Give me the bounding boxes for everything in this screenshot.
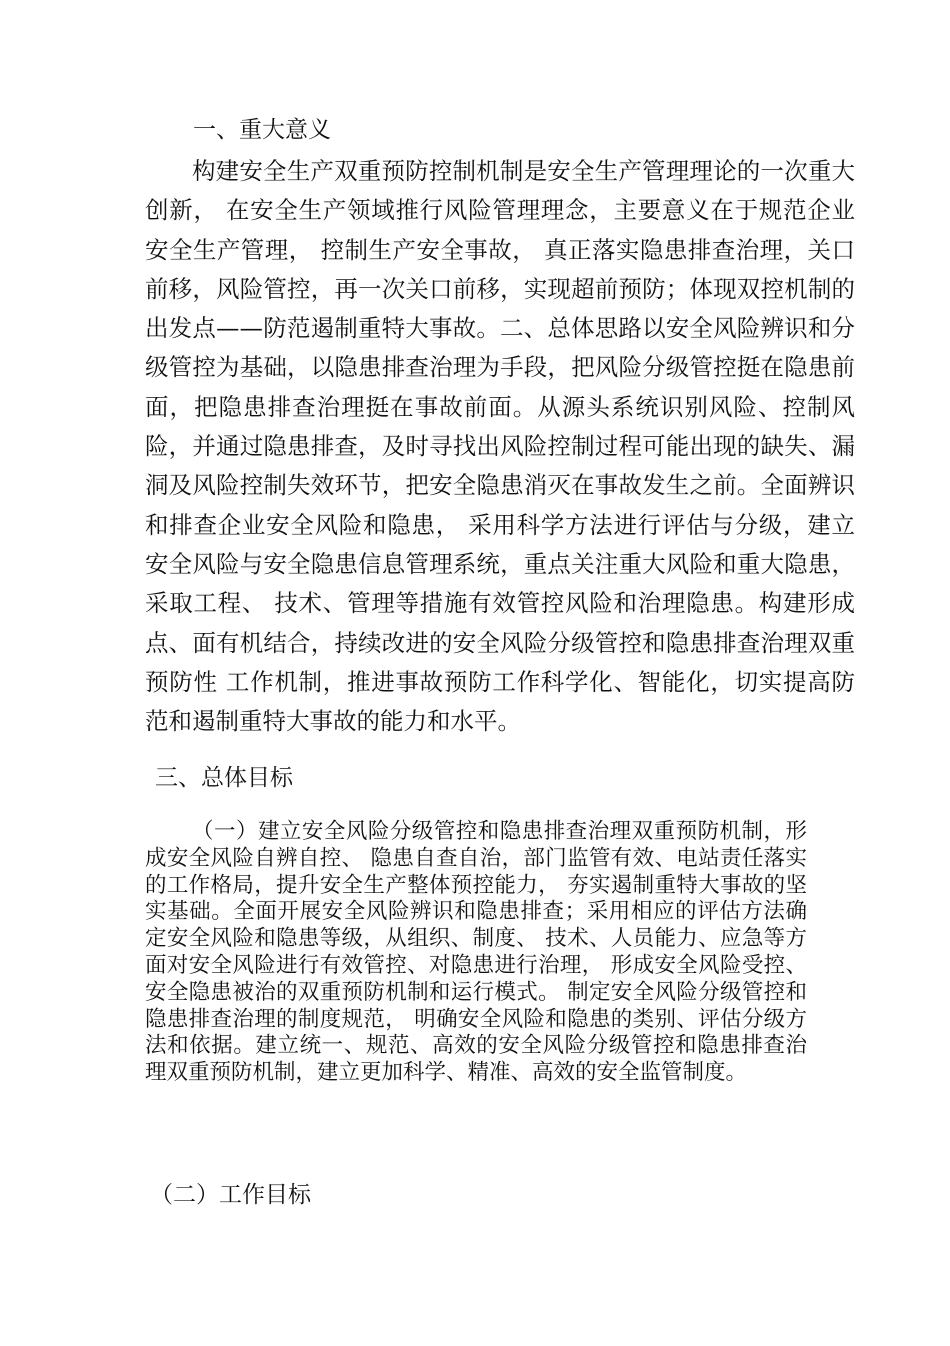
section-heading-work-goal: （二）工作目标 <box>150 1182 311 1208</box>
section-heading-significance: 一、重大意义 <box>193 117 331 143</box>
paragraph-overall-goal: （一）建立安全风险分级管控和隐患排查治理双重预防机制，形成安全风险自辨自控、 隐患自查自治，部门监管有效、电站责任落实的工作格局，提升安全生产整体预控能力， 夯实遏制重特大事故的坚实基础。全面开展安全风险辨识和隐患排查；采用相应的评估方法确定安全风险和隐患等级，从组织、制度、 技术、人员能力、应急等方面对安全风险进行有效管控、对隐患进行治理， 形成安全风险受控、安全隐患被治的双重预防机制和运行模式。 制定安全风险分级管控和隐患排查治理的制度规范， 明确安全风险和隐患的类别、评估分级方法和依据。建立统一、规范、高效的安全风险分级管控和隐患排查治理双重预防机制，建立更加科学、精准、高效的安全监管制度。 <box>145 819 807 1086</box>
section-heading-overall-goal: 三、总体目标 <box>155 765 293 791</box>
paragraph-significance: 构建安全生产双重预防控制机制是安全生产管理理论的一次重大创新， 在安全生产领域推行风险管理理念，主要意义在于规范企业安全生产管理， 控制生产安全事故， 真正落实隐患排查治理，关口前移，风险管控，再一次关口前移，实现超前预防；体现双控机制的出发点——防范遏制重特大事故。二、总体思路以安全风险辨识和分级管控为基础，以隐患排查治理为手段，把风险分级管控挺在隐患前面，把隐患排查治理挺在事故前面。从源头系统识别风险、控制风险，并通过隐患排查，及时寻找出风险控制过程可能出现的缺失、漏洞及风险控制失效环节，把安全隐患消灭在事故发生之前。全面辨识和排查企业安全风险和隐患， 采用科学方法进行评估与分级，建立安全风险与安全隐患信息管理系统，重点关注重大风险和重大隐患，采取工程、 技术、管理等措施有效管控风险和治理隐患。构建形成点、面有机结合，持续改进的安全风险分级管控和隐患排查治理双重预防性 工作机制，推进事故预防工作科学化、智能化，切实提高防范和遏制重特大事故的能力和水平。 <box>145 157 855 736</box>
